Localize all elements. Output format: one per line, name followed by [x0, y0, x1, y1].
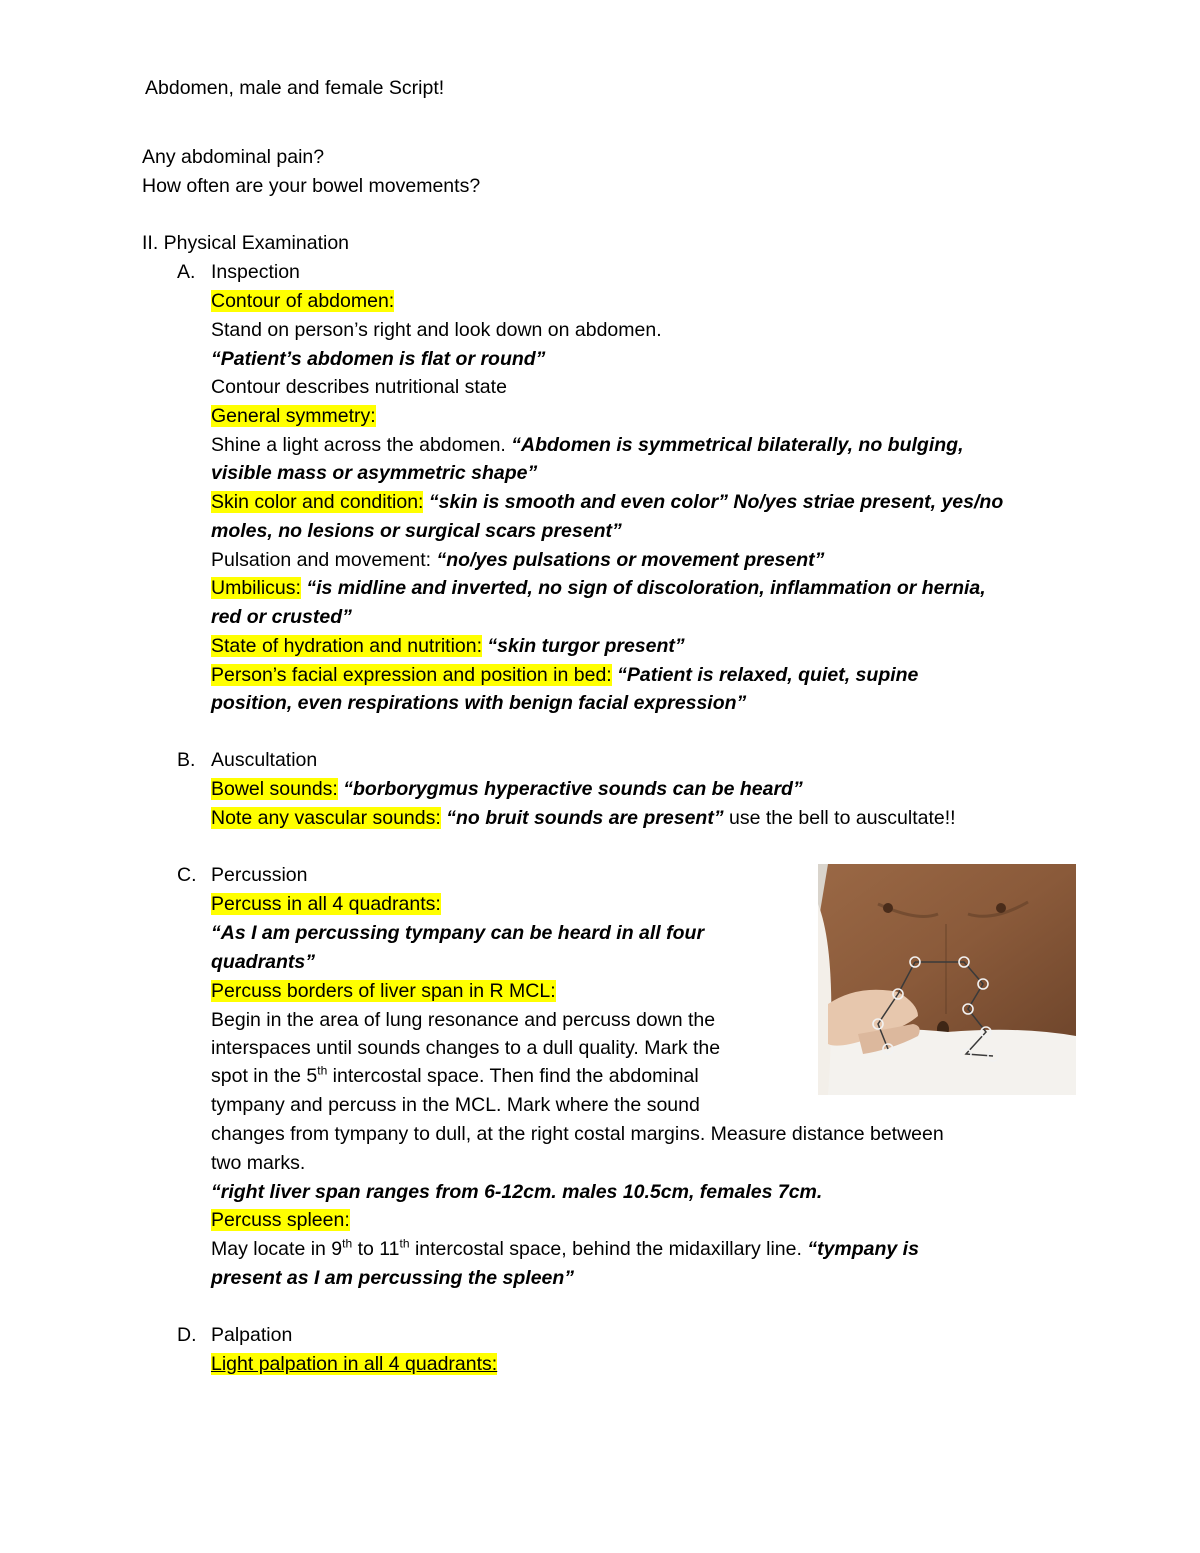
vascular-quote: “no bruit sounds are present” [440, 807, 724, 829]
spleen-text: intercostal space, behind the midaxillary line. [409, 1238, 808, 1260]
list-marker-a: A. [177, 261, 196, 283]
highlight: Umbilicus: [211, 577, 301, 599]
bowel-quote: “borborygmus hyperactive sounds can be heard” [337, 778, 803, 800]
spleen-text: May locate in 9 [211, 1238, 343, 1260]
list-marker-d: D. [177, 1324, 197, 1346]
liver-line-6: two marks. [211, 1152, 306, 1174]
pulsation-quote: “no/yes pulsations or movement present” [436, 549, 825, 571]
umbilicus-line-1 [211, 576, 986, 600]
highlight: General symmetry: [211, 405, 376, 427]
quadrants-quote-1: “As I am percussing tympany can be heard in all four [211, 922, 705, 944]
heading-auscultation: Auscultation [211, 749, 318, 771]
highlight: Percuss in all 4 quadrants: [211, 893, 441, 915]
highlight: Bowel sounds: [211, 778, 338, 800]
highlight: Skin color and condition: [211, 491, 424, 513]
section-heading: II. Physical Examination [142, 232, 350, 254]
question-pain: Any abdominal pain? [142, 146, 325, 168]
highlight: Percuss spleen: [211, 1209, 350, 1231]
liver-label [211, 979, 556, 1003]
light-palpation-label [211, 1352, 497, 1376]
liver-text: spot in the 5 [211, 1065, 318, 1087]
vascular-tail: use the bell to auscultate!! [723, 807, 956, 829]
highlight: State of hydration and nutrition: [211, 635, 483, 657]
superscript: th [399, 1236, 410, 1251]
skin-quote: “skin is smooth and even color” No/yes striae present, yes/no [423, 491, 1004, 513]
highlight: Light palpation in all 4 quadrants: [211, 1353, 498, 1375]
contour-label [211, 289, 394, 313]
liver-line-3 [211, 1064, 699, 1088]
bowel-line [211, 777, 803, 801]
hydration-quote: “skin turgor present” [482, 635, 685, 657]
symmetry-text: Shine a light across the abdomen. [211, 434, 512, 456]
heading-palpation: Palpation [211, 1324, 293, 1346]
symmetry-line-2: visible mass or asymmetric shape” [211, 462, 538, 484]
hydration-line [211, 634, 685, 658]
heading-inspection: Inspection [211, 261, 300, 283]
skin-line-1 [211, 490, 1003, 514]
pulsation-line [211, 548, 824, 572]
liver-text: intercostal space. Then find the abdominal [327, 1065, 699, 1087]
symmetry-line-1 [211, 433, 964, 457]
quadrants-quote-2: quadrants” [211, 951, 316, 973]
superscript: th [317, 1063, 328, 1078]
list-marker-c: C. [177, 864, 197, 886]
skin-line-2: moles, no lesions or surgical scars present” [211, 520, 622, 542]
list-marker-b: B. [177, 749, 196, 771]
superscript: th [342, 1236, 353, 1251]
liver-line-5: changes from tympany to dull, at the right costal margins. Measure distance between [211, 1123, 944, 1145]
symmetry-quote: “Abdomen is symmetrical bilaterally, no bulging, [511, 434, 964, 456]
liver-quote: “right liver span ranges from 6-12cm. males 10.5cm, females 7cm. [211, 1181, 823, 1203]
contour-text: Stand on person’s right and look down on abdomen. [211, 319, 662, 341]
umbilicus-quote: “is midline and inverted, no sign of discoloration, inflammation or hernia, [300, 577, 986, 599]
symmetry-label [211, 404, 376, 428]
spleen-line-2: present as I am percussing the spleen” [211, 1267, 575, 1289]
vascular-line [211, 806, 956, 830]
facial-line-1 [211, 663, 918, 687]
document-title: Abdomen, male and female Script! [145, 77, 445, 99]
umbilicus-line-2: red or crusted” [211, 606, 352, 628]
spleen-text: to 11 [352, 1238, 400, 1260]
spleen-label [211, 1208, 350, 1232]
highlight: Contour of abdomen: [211, 290, 395, 312]
question-bowel: How often are your bowel movements? [142, 175, 481, 197]
liver-line-2: interspaces until sounds changes to a dull quality. Mark the [211, 1037, 721, 1059]
facial-quote: “Patient is relaxed, quiet, supine [611, 664, 919, 686]
contour-quote: “Patient’s abdomen is flat or round” [211, 348, 546, 370]
facial-line-2: position, even respirations with benign facial expression” [211, 692, 747, 714]
highlight: Person’s facial expression and position in bed: [211, 664, 612, 686]
contour-note: Contour describes nutritional state [211, 376, 507, 398]
spleen-quote: “tympany is [807, 1238, 919, 1260]
highlight: Note any vascular sounds: [211, 807, 441, 829]
pulsation-text: Pulsation and movement: [211, 549, 437, 571]
highlight: Percuss borders of liver span in R MCL: [211, 980, 556, 1002]
abdomen-percussion-photo [818, 864, 1076, 1095]
spleen-line-1 [211, 1237, 919, 1261]
heading-percussion: Percussion [211, 864, 308, 886]
quadrants-label [211, 892, 441, 916]
liver-line-1: Begin in the area of lung resonance and percuss down the [211, 1009, 716, 1031]
liver-line-4: tympany and percuss in the MCL. Mark where the sound [211, 1094, 700, 1116]
